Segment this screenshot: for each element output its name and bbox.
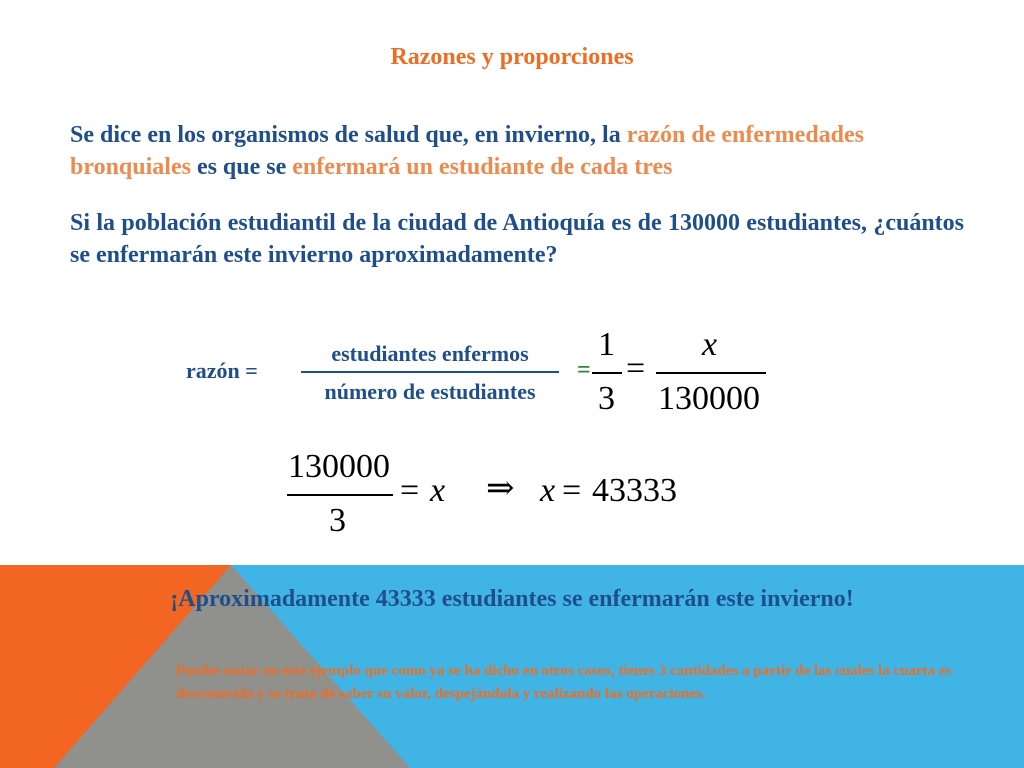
eq1-fraction-bar-left xyxy=(592,372,622,374)
intro-paragraph xyxy=(70,119,964,183)
intro-text-2: es que se xyxy=(190,154,293,180)
note-text: Puedes notar en este ejemplo que como ya se ha dicho en otros casos, tienes 3 cantidades a partir de las cuales la cuarta es desconocida y se trata de saber su valor, despejándola y realizando las operaciones. xyxy=(176,663,952,702)
ratio-denominator: número de estudiantes xyxy=(324,379,536,404)
slide-title: Razones y proporciones xyxy=(390,44,634,70)
result-equals: = xyxy=(562,472,582,509)
ratio-equals-sign: = xyxy=(577,357,591,383)
eq2-denominator: 3 xyxy=(329,502,346,539)
conclusion-text: ¡Aproximadamente 43333 estudiantes se enfermarán este invierno! xyxy=(170,586,854,612)
intro-highlight-1: razón de enfermedades bronquiales xyxy=(70,122,865,180)
eq2-numerator: 130000 xyxy=(288,448,390,485)
eq1-equals: = xyxy=(626,350,646,387)
intro-highlight-2: enfermará un estudiante de cada tres xyxy=(292,154,673,180)
ratio-fraction xyxy=(295,339,565,407)
ratio-fraction-bar xyxy=(301,371,559,373)
eq1-numerator-left: 1 xyxy=(598,326,615,363)
eq1-denominator-left: 3 xyxy=(598,380,615,417)
question-paragraph: Si la población estudiantil de la ciudad de Antioquía es de 130000 estudiantes, ¿cuántos se enfermarán este invierno aproximadamente? xyxy=(70,210,964,268)
ratio-numerator: estudiantes enfermos xyxy=(331,341,529,366)
eq1-fraction-bar-right xyxy=(656,372,766,374)
result-value: 43333 xyxy=(592,472,677,509)
result-variable: x xyxy=(540,472,556,509)
ratio-label: razón = xyxy=(186,358,258,383)
eq2-variable: x xyxy=(430,472,446,509)
eq2-equals: = xyxy=(400,472,420,509)
eq2-fraction-bar xyxy=(287,494,393,496)
eq1-numerator-right: x xyxy=(702,326,718,363)
eq1-denominator-right: 130000 xyxy=(658,380,760,417)
implies-arrow: ⇒ xyxy=(486,470,515,507)
intro-text-1: Se dice en los organismos de salud que, en invierno, la xyxy=(70,122,627,148)
